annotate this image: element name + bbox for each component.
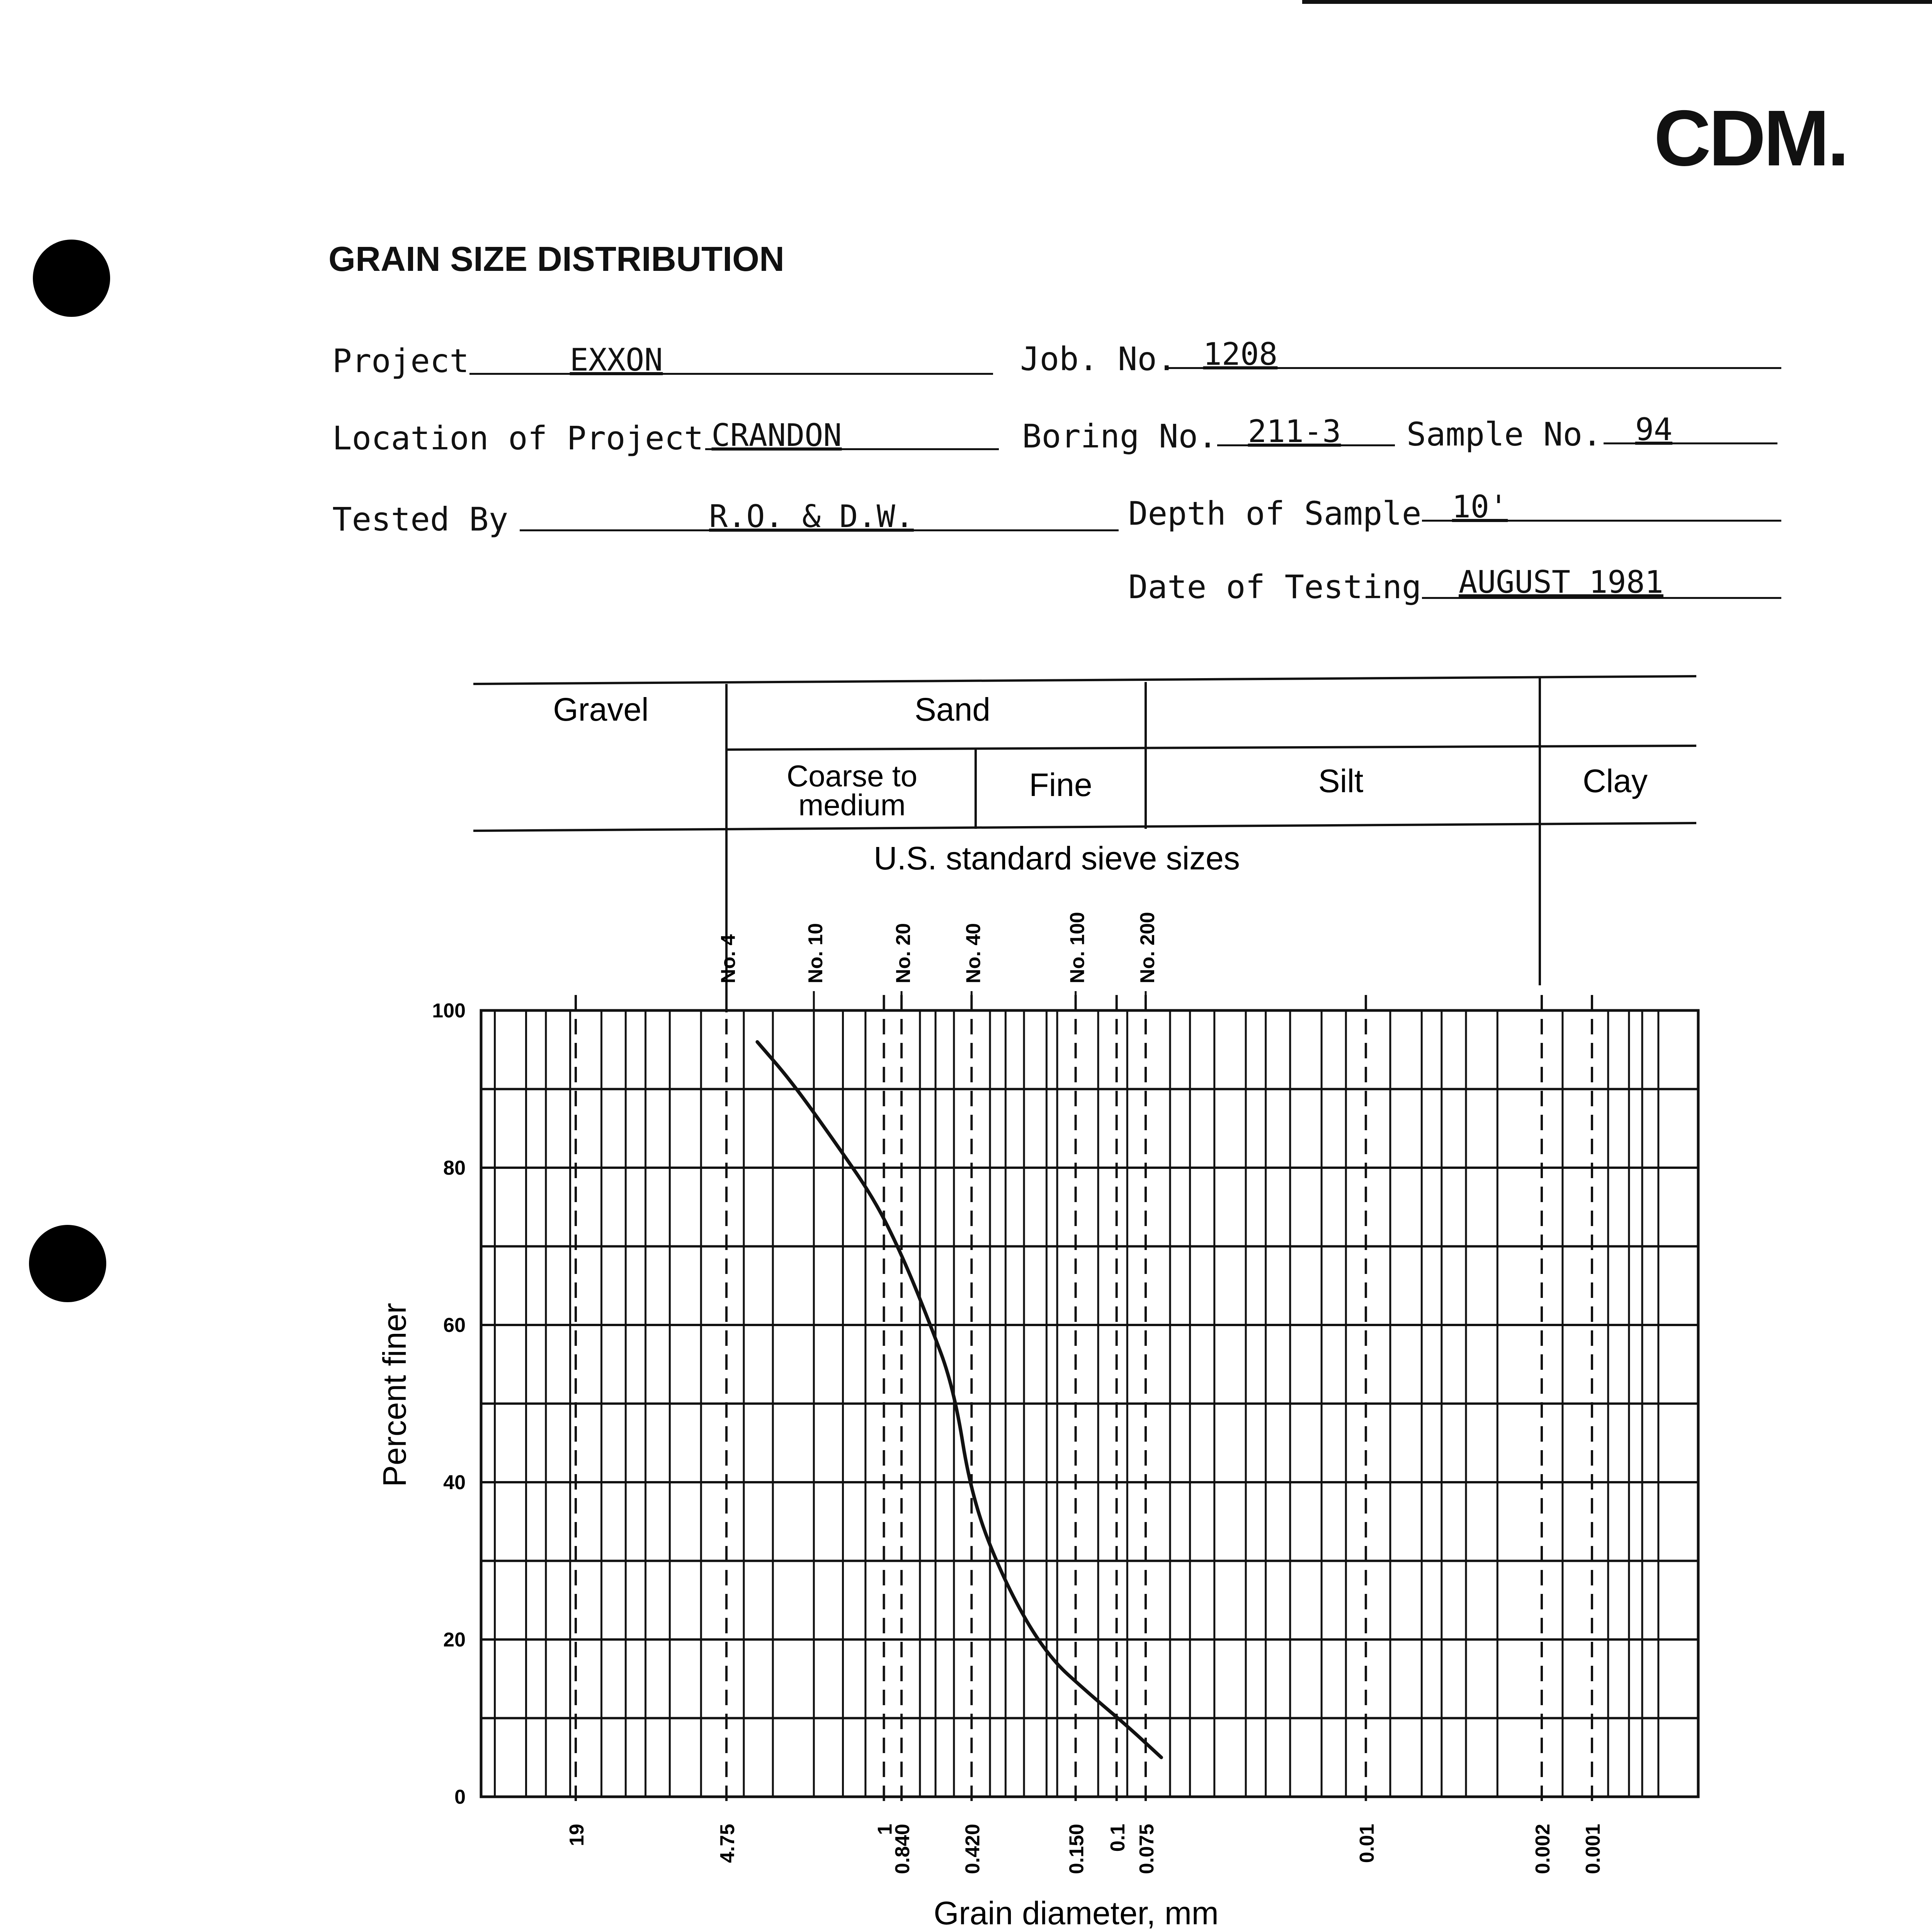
project-label: Project <box>332 342 469 380</box>
clay-label: Clay <box>1582 763 1648 799</box>
cdm-logo: CDM. <box>1654 94 1847 182</box>
medium-label: medium <box>798 788 906 822</box>
x-tick-label: 0.001 <box>1582 1824 1604 1874</box>
chart-grid <box>481 995 1698 1808</box>
x-tick-label: 0.01 <box>1355 1824 1378 1863</box>
sample-value: 94 <box>1635 412 1673 447</box>
coarse-label: Coarse to <box>786 759 918 793</box>
sieve-markers <box>717 912 1159 1010</box>
data-point <box>1161 1757 1162 1758</box>
page-title: GRAIN SIZE DISTRIBUTION <box>328 240 785 279</box>
x-tick-label: 0.002 <box>1532 1824 1554 1874</box>
sieve-label: No. 200 <box>1136 912 1159 983</box>
y-tick-label: 0 <box>454 1786 466 1808</box>
depth-value: 10' <box>1452 489 1508 525</box>
y-tick-label: 80 <box>443 1157 466 1179</box>
sieve-label: No. 4 <box>717 934 740 983</box>
gradation-curve <box>757 1042 1162 1758</box>
x-tick-label: 0.420 <box>961 1824 984 1874</box>
y-tick-label: 40 <box>443 1471 466 1494</box>
job-label: Job. No. <box>1020 340 1177 378</box>
x-tick-label: 0.075 <box>1136 1824 1158 1874</box>
sieve-sizes-title: U.S. standard sieve sizes <box>874 840 1240 876</box>
sieve-label: No. 100 <box>1066 912 1089 983</box>
location-label: Location of Project <box>332 419 704 457</box>
tested-label: Tested By <box>332 500 509 538</box>
x-tick-label: 1 <box>874 1824 896 1835</box>
boring-label: Boring No. <box>1022 417 1218 455</box>
boring-value: 211-3 <box>1248 413 1341 449</box>
gradation-curve-line <box>757 1042 1162 1757</box>
sample-label: Sample No. <box>1406 415 1602 453</box>
sieve-label: No. 10 <box>804 923 827 983</box>
silt-label: Silt <box>1318 763 1364 799</box>
depth-label: Depth of Sample <box>1128 495 1422 532</box>
job-value: 1208 <box>1203 336 1278 372</box>
fine-label: Fine <box>1029 767 1092 803</box>
date-label: Date of Testing <box>1128 568 1422 606</box>
tested-value: R.O. & D.W. <box>709 498 914 534</box>
date-value: AUGUST 1981 <box>1459 564 1663 600</box>
sand-label: Sand <box>914 691 991 728</box>
sieve-label: No. 20 <box>892 923 915 983</box>
gravel-label: Gravel <box>553 691 649 728</box>
x-tick-label: 0.150 <box>1065 1824 1088 1874</box>
x-tick-label: 19 <box>566 1824 588 1846</box>
x-tick-label: 0.1 <box>1106 1824 1129 1852</box>
data-point <box>1005 1584 1006 1585</box>
x-tick-label: 0.840 <box>891 1824 914 1874</box>
x-tick-label: 4.75 <box>716 1824 739 1863</box>
y-tick-label: 60 <box>443 1314 466 1337</box>
y-tick-label: 100 <box>432 1000 466 1022</box>
location-value: CRANDON <box>711 417 842 453</box>
project-value: EXXON <box>570 342 663 378</box>
sieve-label: No. 40 <box>962 923 985 983</box>
y-tick-labels <box>432 1000 466 1808</box>
y-axis-label: Percent finer <box>376 1303 413 1487</box>
x-axis-label: Grain diameter, mm <box>934 1895 1219 1931</box>
x-tick-labels <box>566 1824 1604 1874</box>
y-tick-label: 20 <box>443 1629 466 1651</box>
